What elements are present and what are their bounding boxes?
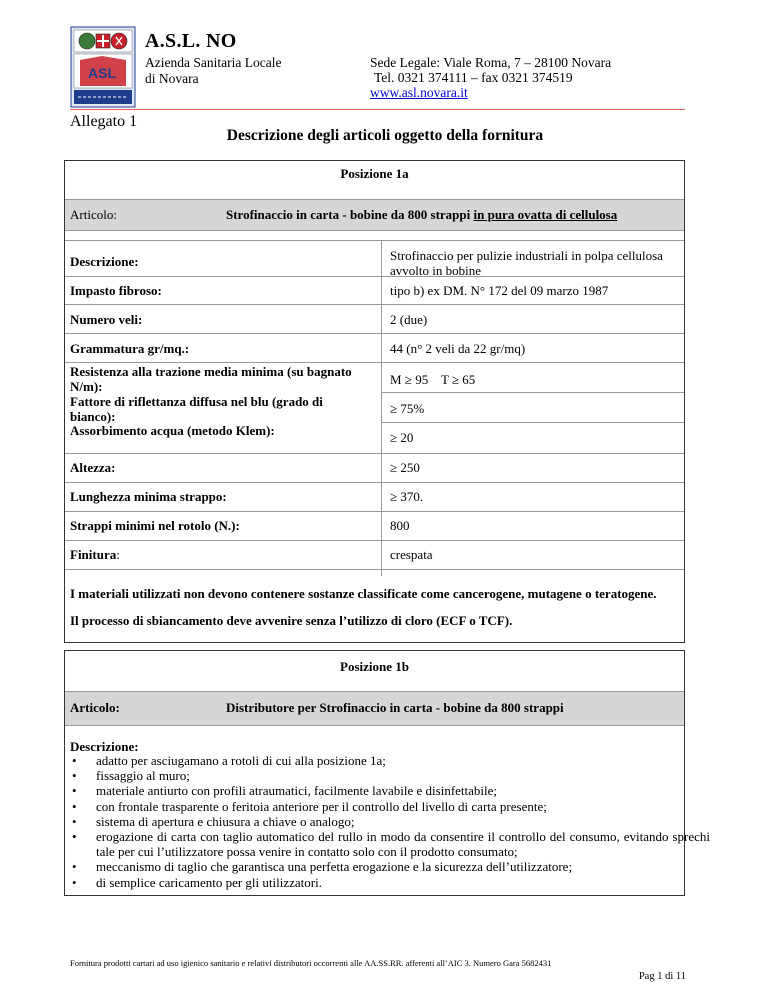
bullet-icon: • (72, 829, 77, 845)
asl-logo (70, 26, 136, 108)
pos1a-grid-line (381, 392, 684, 393)
bullet-icon: • (72, 813, 77, 829)
pos1a-grid-line (65, 569, 684, 570)
list-item (70, 859, 710, 874)
spec-value-riflettanza: ≥ 75% (390, 401, 425, 416)
pos1a-column-divider (381, 240, 382, 576)
website-link[interactable]: www.asl.novara.it (370, 85, 468, 100)
pos1a-article-label (70, 207, 117, 223)
spec-value-strappi: 800 (390, 518, 410, 533)
pos1a-grid-line (65, 540, 684, 541)
bullet-icon: • (72, 798, 77, 814)
pos1a-grid-line (65, 511, 684, 512)
spec-value-grammatura: 44 (n° 2 veli da 22 gr/mq) (390, 341, 526, 356)
spec-label-riflettanza: Fattore di riflettanza diffusa nel blu (grado di bianco): (70, 394, 323, 424)
pos1a-article-label-text: Articolo (70, 207, 114, 222)
spec-label-lunghezza: Lunghezza minima strappo: (70, 489, 227, 504)
allegato-label: Allegato 1 (70, 113, 138, 130)
pos1a-title: Posizione 1a (340, 166, 409, 181)
spec-label-finitura-colon: : (116, 547, 120, 562)
list-item (70, 814, 710, 829)
list-item-text: sistema di apertura e chiusura a chiave o analogo; (96, 813, 355, 829)
bullet-icon: • (72, 859, 77, 875)
spec-value-altezza: ≥ 250 (390, 460, 420, 475)
org-sub-line-1: Azienda Sanitaria Locale (145, 55, 282, 70)
bullet-icon: • (72, 874, 77, 890)
list-item-text: materiale antiurto con profili atraumatici, facilmente lavabile e disinfettabile; (96, 783, 498, 799)
spec-label-assorbimento: Assorbimento acqua (metodo Klem): (70, 423, 275, 438)
spec-label-veli: Numero veli: (70, 312, 143, 327)
org-sub-line-2: di Novara (145, 71, 199, 86)
list-item (70, 799, 710, 814)
list-item-text: con frontale trasparente o feritoia anteriore per il controllo del livello di carta presente; (96, 798, 547, 814)
spec-label-strappi: Strappi minimi nel rotolo (N.): (70, 518, 240, 533)
pos1a-article-label-colon: : (113, 207, 117, 222)
spec-value-resistenza: M ≥ 95 T ≥ 65 (390, 372, 476, 387)
spec-value-lunghezza: ≥ 370. (390, 489, 424, 504)
pos1b-article-label: Articolo: (70, 700, 120, 715)
pos1b-article-value: Distributore per Strofinaccio in carta - bobine da 800 strappi (226, 700, 564, 715)
spec-label-impasto: Impasto fibroso: (70, 283, 162, 298)
spec-label-descrizione: Descrizione: (70, 254, 139, 269)
pos1a-article-value-text: Strofinaccio in carta - bobine da 800 strappi (226, 207, 474, 222)
spec-label-altezza: Altezza: (70, 460, 116, 475)
logo-asl-letters: ASL (88, 65, 116, 81)
spec-value-impasto: tipo b) ex DM. N° 172 del 09 marzo 1987 (390, 283, 609, 298)
document-title (0, 127, 768, 145)
list-item (70, 829, 710, 859)
pos1a-grid-line (381, 422, 684, 423)
list-item (70, 753, 710, 768)
pos1b-title: Posizione 1b (340, 659, 409, 674)
pos1a-grid-line (65, 482, 684, 483)
pos1b-feature-list (70, 753, 710, 890)
list-item-text: fissaggio al muro; (96, 768, 190, 784)
spec-value-descrizione: Strofinaccio per pulizie industriali in polpa cellulosa avvolto in bobine (390, 248, 663, 278)
spec-label-finitura-text: Finitura (70, 547, 117, 562)
pos1a-grid-line (65, 333, 684, 334)
pos1a-grid-line (65, 453, 684, 454)
bullet-icon: • (72, 768, 77, 784)
header-rule (70, 109, 685, 110)
bullet-icon: • (72, 783, 77, 799)
list-item-text: meccanismo di taglio che garantisca una perfetta erogazione e la sicurezza dell’utilizzatore; (96, 859, 573, 875)
list-item-text: adatto per asciugamano a rotoli di cui alla posizione 1a; (96, 753, 386, 768)
footer-text: Fornitura prodotti cartari ad uso igienico sanitario e relativi distributori occorrenti alle AA.SS.RR. afferenti all’AIC 3. Numero Gara 5682431 (70, 958, 552, 968)
spec-label-resistenza: Resistenza alla trazione media minima (su bagnato N/m): (70, 364, 352, 394)
spec-value-assorbimento: ≥ 20 (390, 430, 414, 445)
page-number: Pag 1 di 11 (638, 971, 686, 982)
sede-address: Sede Legale: Viale Roma, 7 – 28100 Novara (370, 55, 612, 70)
list-item (70, 768, 710, 783)
list-item-text: di semplice caricamento per gli utilizzatori. (96, 874, 322, 890)
sede-legale (370, 55, 611, 100)
pos1a-article-value (226, 207, 617, 223)
spec-value-finitura: crespata (390, 547, 433, 562)
org-subtitle (145, 55, 281, 87)
org-name: A.S.L. NO (145, 30, 237, 52)
spec-label-grammatura: Grammatura gr/mq.: (70, 341, 190, 356)
document-title-text: Descrizione degli articoli oggetto della fornitura (226, 127, 544, 144)
list-item (70, 783, 710, 798)
pos1a-grid-line (65, 304, 684, 305)
bullet-icon: • (72, 753, 77, 768)
note-sbiancamento: Il processo di sbiancamento deve avvenire senza l’utilizzo di cloro (ECF o TCF). (70, 613, 513, 628)
spec-label-finitura (70, 547, 120, 562)
list-item (70, 875, 710, 890)
sede-phone: Tel. 0321 374111 – fax 0321 374519 (374, 70, 573, 85)
list-item-text: erogazione di carta con taglio automatico del rullo in modo da consentire il controllo del consumo, evitando sprechi tale per cui l’utilizzatore possa venire in contatto solo con il prodotto consumato; (96, 829, 710, 860)
pos1b-descr-label: Descrizione: (70, 739, 139, 754)
spec-value-veli: 2 (due) (390, 312, 428, 327)
pos1a-grid-line (65, 362, 684, 363)
note-materiali: I materiali utilizzati non devono contenere sostanze classificate come cancerogene, mutagene o teratogene. (70, 586, 657, 601)
pos1a-article-value-underlined: in pura ovatta di cellulosa (473, 207, 618, 222)
pos1a-grid-line (65, 240, 684, 241)
